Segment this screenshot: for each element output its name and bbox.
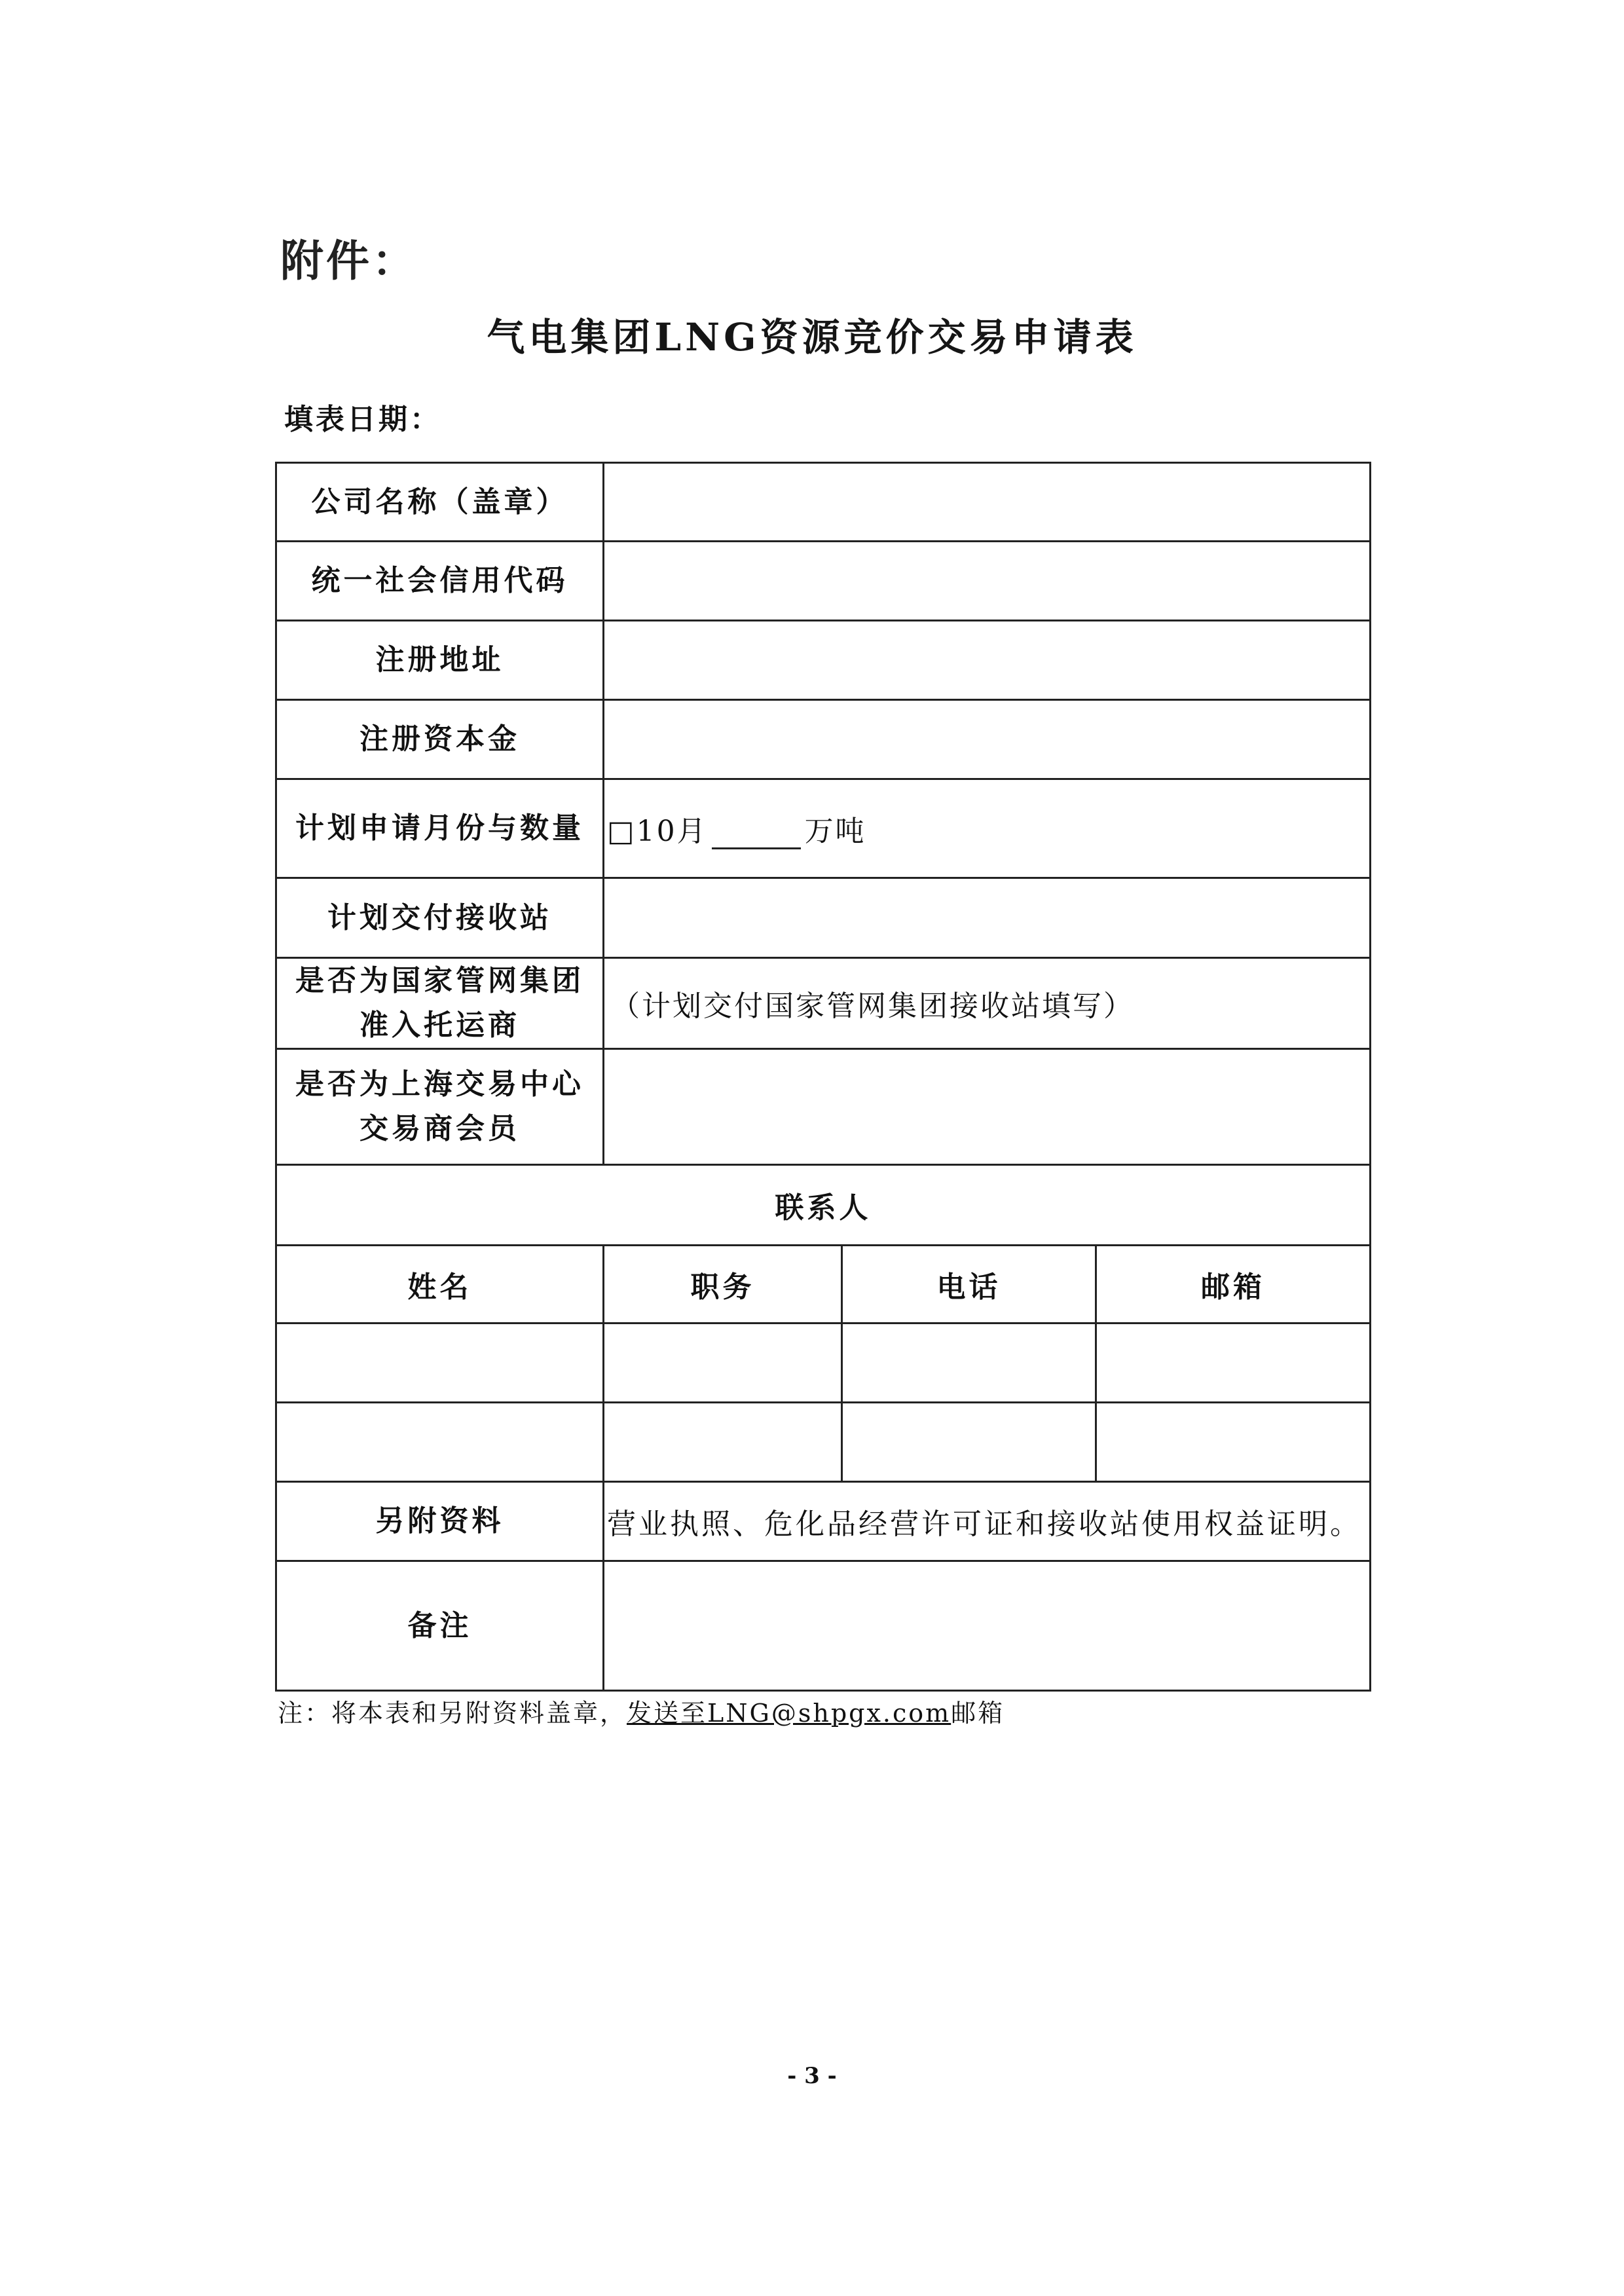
note-suffix: 邮箱 — [951, 1699, 1005, 1728]
contact-name-cell[interactable] — [276, 1324, 604, 1403]
field-registered-capital[interactable] — [604, 700, 1371, 779]
contact-email-cell[interactable] — [1096, 1324, 1371, 1403]
row-exchange-member — [276, 1049, 1371, 1165]
contact-name-cell[interactable] — [276, 1403, 604, 1482]
contact-phone-cell[interactable] — [842, 1324, 1096, 1403]
field-credit-code[interactable] — [604, 542, 1371, 621]
fill-date-label: 填表日期： — [284, 403, 441, 436]
contact-position-cell[interactable] — [604, 1403, 842, 1482]
field-registered-address[interactable] — [604, 621, 1371, 700]
field-planned-month-quantity[interactable] — [604, 779, 1371, 878]
row-company-name — [276, 463, 1371, 542]
contact-section-heading: 联系人 — [276, 1165, 1371, 1246]
contact-row — [276, 1324, 1371, 1403]
row-remarks — [276, 1561, 1371, 1691]
row-pipeline-shipper — [276, 958, 1371, 1049]
field-company-name[interactable] — [604, 463, 1371, 542]
contact-header-name: 姓名 — [276, 1246, 604, 1324]
label-registered-address: 注册地址 — [276, 621, 604, 700]
contact-header-email: 邮箱 — [1096, 1246, 1371, 1324]
contact-phone-cell[interactable] — [842, 1403, 1096, 1482]
label-credit-code: 统一社会信用代码 — [276, 542, 604, 621]
month-checkbox-option[interactable]: □10月 — [607, 815, 708, 848]
field-pipeline-shipper[interactable]: （计划交付国家管网集团接收站填写） — [604, 958, 1371, 1049]
label-remarks: 备注 — [276, 1561, 604, 1691]
row-contact-headers — [276, 1246, 1371, 1324]
page-number: - 3 - — [787, 2063, 837, 2089]
note-email-link[interactable]: 发送至LNG@shpgx.com — [627, 1699, 951, 1728]
label-exchange-member: 是否为上海交易中心交易商会员 — [276, 1049, 604, 1165]
label-company-name: 公司名称（盖章） — [276, 463, 604, 542]
row-delivery-terminal — [276, 878, 1371, 958]
row-credit-code — [276, 542, 1371, 621]
attachment-heading: 附件： — [280, 236, 418, 286]
label-delivery-terminal: 计划交付接收站 — [276, 878, 604, 958]
row-registered-address — [276, 621, 1371, 700]
contact-row — [276, 1403, 1371, 1482]
application-form-table — [275, 462, 1371, 1692]
field-delivery-terminal[interactable] — [604, 878, 1371, 958]
row-planned-month-quantity — [276, 779, 1371, 878]
contact-email-cell[interactable] — [1096, 1403, 1371, 1482]
form-title: 气电集团LNG资源竞价交易申请表 — [487, 315, 1137, 360]
row-contact-section — [276, 1165, 1371, 1246]
footer-note — [278, 1693, 1005, 1729]
label-registered-capital: 注册资本金 — [276, 700, 604, 779]
note-prefix: 注：将本表和另附资料盖章， — [278, 1699, 627, 1728]
row-registered-capital — [276, 700, 1371, 779]
field-remarks[interactable] — [604, 1561, 1371, 1691]
label-pipeline-shipper: 是否为国家管网集团准入托运商 — [276, 958, 604, 1049]
label-planned-month-quantity: 计划申请月份与数量 — [276, 779, 604, 878]
contact-position-cell[interactable] — [604, 1324, 842, 1403]
row-attachments — [276, 1482, 1371, 1561]
field-attachments: 营业执照、危化品经营许可证和接收站使用权益证明。 — [604, 1482, 1371, 1561]
field-exchange-member[interactable] — [604, 1049, 1371, 1165]
quantity-unit: 万吨 — [804, 815, 866, 848]
quantity-blank[interactable] — [712, 821, 801, 849]
label-attachments: 另附资料 — [276, 1482, 604, 1561]
contact-header-phone: 电话 — [842, 1246, 1096, 1324]
contact-header-position: 职务 — [604, 1246, 842, 1324]
